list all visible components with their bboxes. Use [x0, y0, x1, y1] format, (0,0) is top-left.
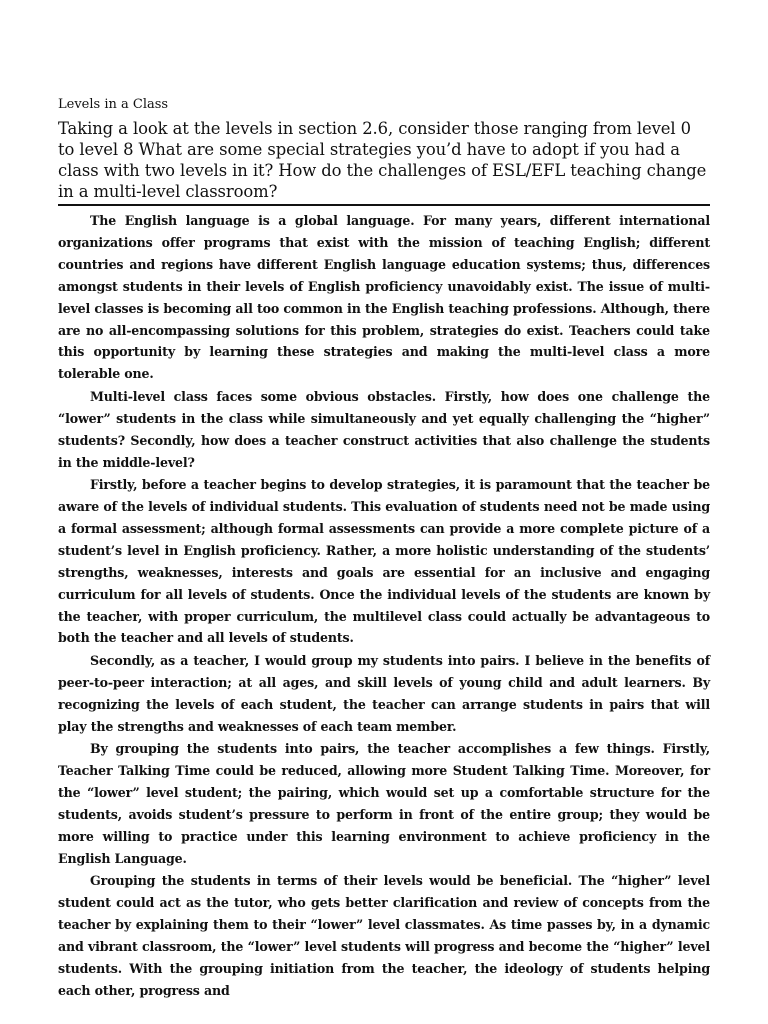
prompt-question: Taking a look at the levels in section 2.6, consider those ranging from level 0 to level 8 What are some special strategies you’d have to adopt if you had a class with two levels in it? How do the challenges of ESL/EFL teaching change in a multi-level classroom? — [58, 118, 710, 206]
paragraph: Firstly, before a teacher begins to develop strategies, it is paramount that the teacher be aware of the levels of individual students. This evaluation of students need not be made using a formal assessment; although formal assessments can provide a more complete picture of a student’s level in English proficiency. Rather, a more holistic understanding of the students’ strengths, weaknesses, interests and goals are essential for an inclusive and engaging curriculum for all levels of students. Once the individual levels of the students are known by the teacher, with proper curriculum, the multilevel class could actually be advantageous to both the teacher and all levels of students. — [58, 477, 710, 646]
paragraph: The English language is a global language. For many years, different international organizations offer programs that exist with the mission of teaching English; different countries and regions have different English language education systems; thus, differences amongst students in their levels of English proficiency unavoidably exist. The issue of multi-level classes is becoming all too common in the English teaching professions. Although, there are no all-encompassing solutions for this problem, strategies do exist. Teachers could take this opportunity by learning these strategies and making the multi-level class a more tolerable one. — [58, 213, 710, 382]
paragraph: Grouping the students in terms of their levels would be beneficial. The “higher” level student could act as the tutor, who gets better clarification and review of concepts from the teacher by explaining them to their “lower” level classmates. As time passes by, in a dynamic and vibrant classroom, the “lower” level students will progress and become the “higher” level students. With the grouping initiation from the teacher, the ideology of students helping each other, progress and — [58, 873, 710, 998]
paragraph: By grouping the students into pairs, the teacher accomplishes a few things. Firstly, Teacher Talking Time could be reduced, allowing more Student Talking Time. Moreover, for the “lower” level student; the pairing, which would set up a comfortable structure for the students, avoids student’s pressure to perform in front of the entire group; they would be more willing to practice under this learning environment to achieve proficiency in the English Language. — [58, 741, 710, 866]
document-page — [58, 96, 710, 1002]
paragraph: Multi-level class faces some obvious obstacles. Firstly, how does one challenge the “lower” students in the class while simultaneously and yet equally challenging the “higher” students? Secondly, how does a teacher construct activities that also challenge the students in the middle-level? — [58, 388, 710, 470]
paragraph: Secondly, as a teacher, I would group my students into pairs. I believe in the benefits of peer-to-peer interaction; at all ages, and skill levels of young child and adult learners. By recognizing the levels of each student, the teacher can arrange students in pairs that will play the strengths and weaknesses of each team member. — [58, 652, 710, 734]
essay-body — [58, 210, 710, 1002]
section-label: Levels in a Class — [58, 97, 169, 112]
